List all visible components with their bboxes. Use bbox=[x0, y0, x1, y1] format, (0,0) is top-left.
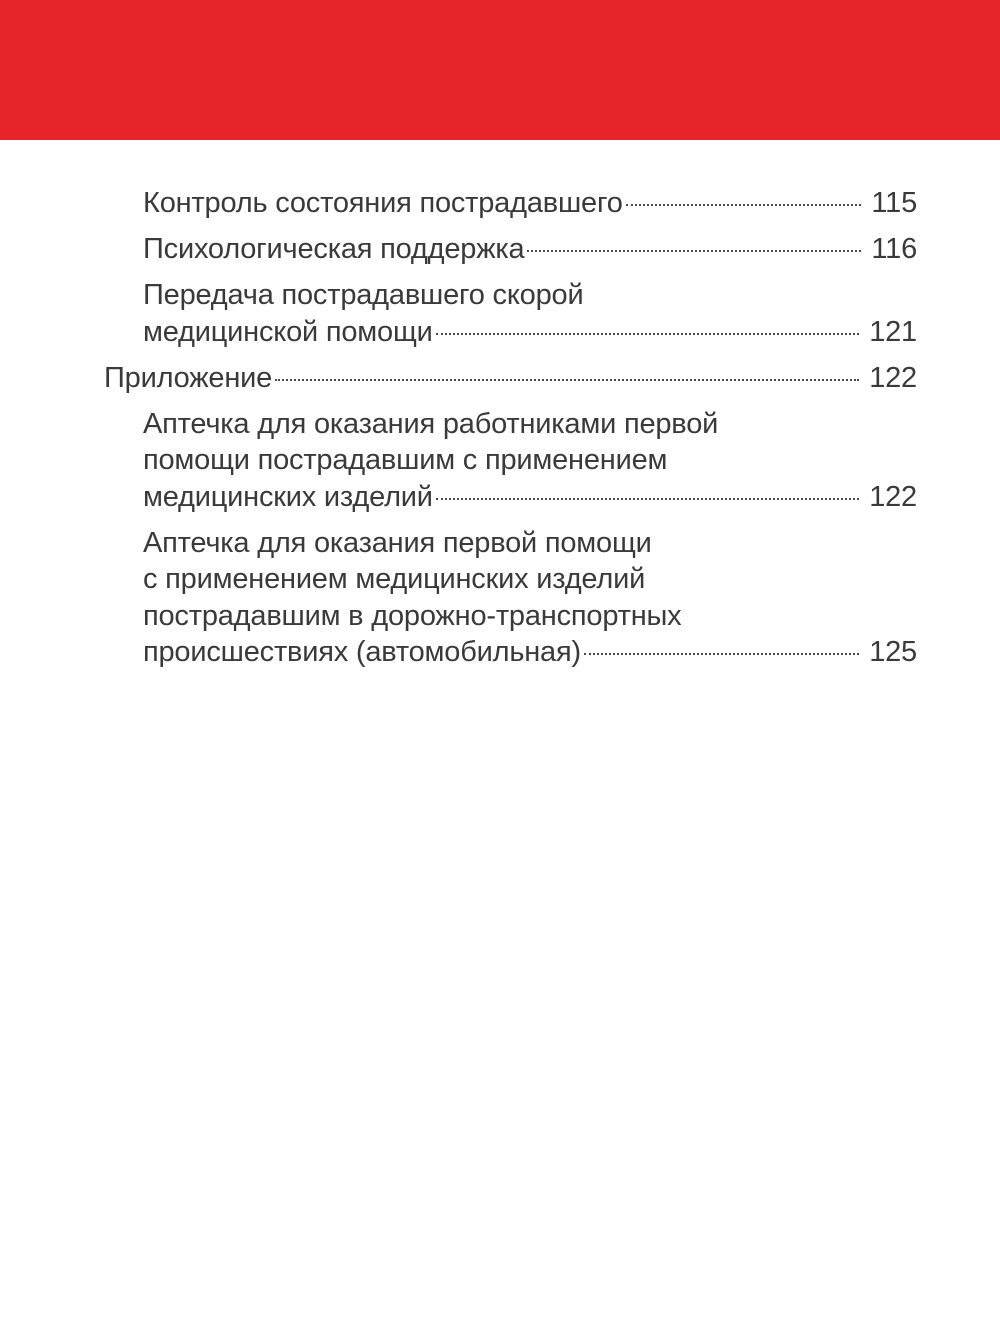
toc-entry bbox=[143, 185, 917, 222]
dot-leader bbox=[584, 653, 859, 655]
toc-entry-line bbox=[143, 185, 917, 222]
toc-page-number: 116 bbox=[871, 233, 917, 265]
toc-entry-title: медицинских изделий bbox=[143, 480, 433, 513]
toc-entry-title: Аптечка для оказания первой помощи bbox=[143, 526, 652, 559]
dot-leader bbox=[275, 379, 859, 381]
toc-entry-line bbox=[143, 314, 917, 351]
toc-entry-title: помощи пострадавшим с применением bbox=[143, 444, 668, 476]
toc-entry-title: с применением медицинских изделий bbox=[143, 563, 646, 595]
toc-entry-title: медицинской помощи bbox=[143, 315, 433, 348]
toc-entry-line bbox=[104, 360, 917, 397]
dot-leader bbox=[436, 333, 860, 335]
toc-entry bbox=[143, 277, 917, 350]
toc-entry bbox=[143, 231, 917, 268]
dot-leader bbox=[527, 250, 861, 252]
toc-entry-line bbox=[143, 231, 917, 268]
toc-page-number: 115 bbox=[871, 187, 917, 219]
toc-entry-title: происшествиях (автомобильная) bbox=[143, 636, 581, 668]
toc-entry-line bbox=[143, 479, 917, 516]
toc-entry-title: пострадавшим в дорожно-транспортных bbox=[143, 599, 682, 632]
dot-leader bbox=[436, 498, 859, 500]
toc-page-number: 125 bbox=[869, 636, 917, 668]
toc-entry-appendix bbox=[104, 360, 917, 397]
toc-entry-title: Приложение bbox=[104, 361, 273, 394]
top-color-band bbox=[0, 0, 1000, 140]
table-of-contents bbox=[0, 185, 1000, 671]
toc-entry bbox=[143, 525, 917, 671]
toc-page-number: 121 bbox=[869, 315, 917, 348]
toc-entry-title: Передача пострадавшего скорой bbox=[143, 279, 584, 311]
toc-entry-title: Аптечка для оказания работниками первой bbox=[143, 407, 719, 440]
toc-page-number: 122 bbox=[869, 480, 917, 513]
dot-leader bbox=[626, 204, 861, 206]
toc-entry-title: Психологическая поддержка bbox=[143, 233, 525, 265]
toc-entry-title: Контроль состояния пострадавшего bbox=[143, 187, 623, 219]
toc-entry-line bbox=[143, 634, 917, 671]
toc-page-number: 122 bbox=[869, 361, 917, 394]
toc-entry bbox=[143, 406, 917, 516]
